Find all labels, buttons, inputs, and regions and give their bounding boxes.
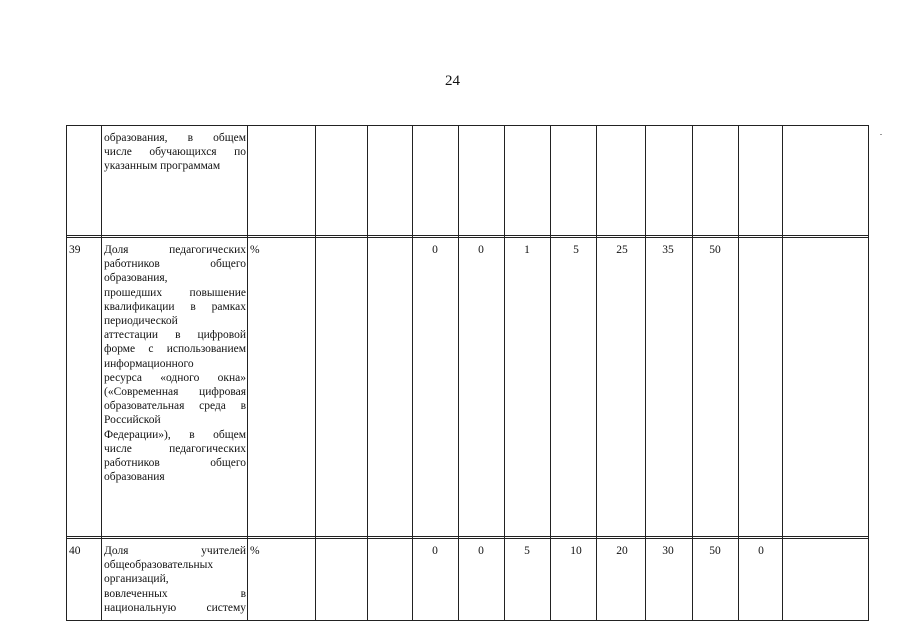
text-line: числе педагогических [104,442,246,455]
value-cell: 35 [662,244,674,256]
indicator-description [104,544,246,615]
unit-of-measure: % [250,545,260,557]
text-line: периодической [104,315,178,328]
text-line: Доля учителей [104,545,246,557]
text-line: образования, в общем [104,132,246,144]
row-divider [66,237,869,238]
text-line: информационного [104,357,194,370]
text-line: форме с использованием [104,343,246,356]
column-divider [367,126,368,620]
text-line: Доля педагогических [104,244,246,256]
value-cell: 50 [709,545,721,557]
value-cell: 10 [570,545,582,557]
text-line: ресурса «одного окна» [104,371,246,384]
value-cell: 30 [662,545,674,557]
value-cell: 0 [478,244,484,256]
text-line: общеобразовательных [104,559,214,572]
text-line: Российской [104,414,161,427]
value-cell: 5 [573,244,579,256]
value-cell: 5 [524,545,530,557]
text-line: указанным программам [104,160,221,173]
value-cell: 0 [758,545,764,557]
text-line: числе обучающихся по [104,146,246,159]
row-divider [66,536,869,537]
value-cell: 1 [524,244,530,256]
value-cell: 0 [478,545,484,557]
row-number: 40 [69,545,81,557]
value-cell: 20 [616,545,628,557]
column-divider [550,126,551,620]
indicator-table [66,125,869,621]
text-line: образования, [104,272,168,285]
indicator-description [104,131,246,174]
value-cell: 50 [709,244,721,256]
text-line: работников общего [104,457,246,470]
table-border-left [66,126,67,620]
column-divider [101,126,102,620]
text-line: аттестации в цифровой [104,329,246,342]
text-line: образовательная среда в [104,400,246,413]
text-line: Федерации»), в общем [104,428,246,441]
column-divider [315,126,316,620]
column-divider [247,126,248,620]
text-line: организаций, [104,573,169,586]
text-line: прошедших повышение [104,286,246,299]
text-line: национальную систему [104,601,246,614]
text-line: вовлеченных в [104,587,246,600]
row-divider [66,538,869,539]
text-line: («Современная цифровая [104,386,246,399]
value-cell: 25 [616,244,628,256]
value-cell: 0 [432,244,438,256]
page-number: 24 [445,73,460,89]
row-divider [66,235,869,236]
table-border-right [868,126,869,620]
scan-speck [880,134,882,135]
indicator-description [104,243,246,484]
row-number: 39 [69,244,81,256]
text-line: образования [104,471,165,484]
unit-of-measure: % [250,244,260,256]
text-line: работников общего [104,258,246,271]
value-cell: 0 [432,545,438,557]
text-line: квалификации в рамках [104,300,246,313]
